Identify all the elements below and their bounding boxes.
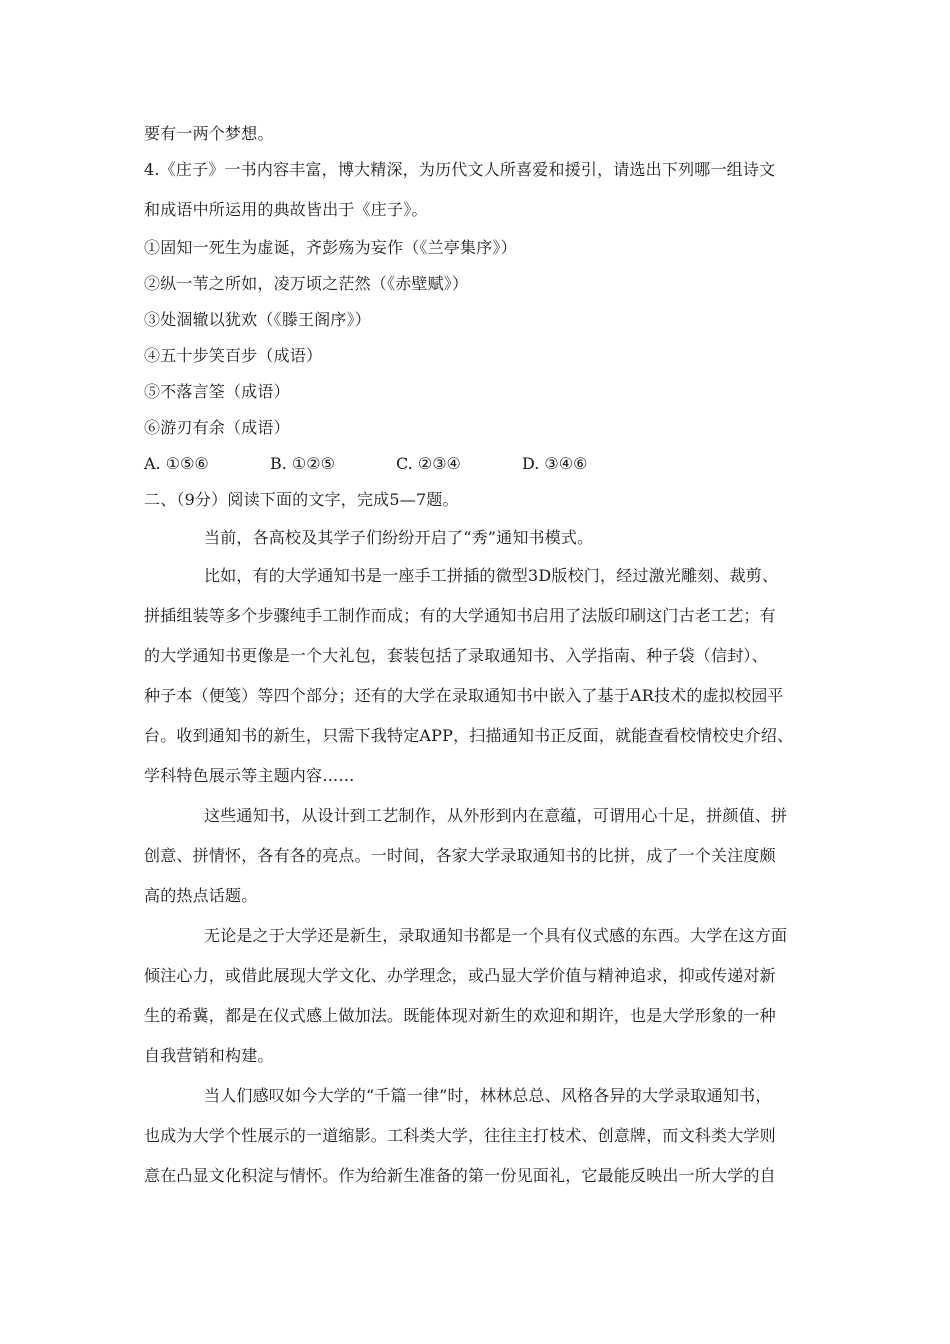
paragraph-line: 也成为大学个性展示的一道缩影。工科类大学，往往主打枝术、创意牌，而文科类大学则 <box>144 1126 776 1145</box>
paragraph-line: 的大学通知书更像是一个大礼包，套装包括了录取通知书、入学指南、种子袋（信封）、 <box>144 646 768 665</box>
paragraph-line: 当人们感叹如今大学的“千篇一律”时，林林总总、风格各异的大学录取通知书， <box>204 1086 772 1105</box>
option-4: ④五十步笑百步（成语） <box>144 346 323 365</box>
section-heading: 二、（9分）阅读下面的文字，完成5—7题。 <box>144 490 459 509</box>
paragraph-line: 当前，各高校及其学子们纷纷开启了“秀”通知书模式。 <box>204 528 594 547</box>
option-5: ⑤不落言筌（成语） <box>144 382 290 401</box>
choice-a: A. ①⑤⑥ <box>144 454 209 473</box>
paragraph-line: 学科特色展示等主题内容…… <box>144 766 355 785</box>
choice-d: D. ③④⑥ <box>522 454 588 473</box>
paragraph-line: 这些通知书，从设计到工艺制作，从外形到内在意蕴，可谓用心十足，拼颜值、拼 <box>204 806 788 825</box>
paragraph-line: 台。收到通知书的新生，只需下我特定APP，扫描通知书正反面，就能查看校情校史介绍、 <box>144 726 794 745</box>
option-3: ③处涸辙以犹欢（《滕王阁序》） <box>144 310 372 329</box>
option-1: ①固知一死生为虚诞，齐彭殇为妄作（《兰亭集序》） <box>144 238 517 257</box>
question-4-stem-continued: 和成语中所运用的典故皆出于《庄子》。 <box>144 200 428 219</box>
paragraph-line: 自我营销和构建。 <box>144 1046 274 1065</box>
choice-b: B. ①②⑤ <box>270 454 335 473</box>
option-6: ⑥游刃有余（成语） <box>144 418 290 437</box>
option-2: ②纵一苇之所如，凌万顷之茫然（《赤壁赋》） <box>144 274 469 293</box>
paragraph-line: 倾注心力，或借此展现大学文化、办学理念，或凸显大学价值与精神追求，抑或传递对新 <box>144 966 776 985</box>
paragraph-line: 比如，有的大学通知书是一座手工拼插的微型3D版校门，经过激光雕刻、裁剪、 <box>204 566 779 585</box>
choice-c: C. ②③④ <box>396 454 461 473</box>
paragraph-line: 高的热点话题。 <box>144 886 258 905</box>
paragraph-line: 种子本（便笺）等四个部分；还有的大学在录取通知书中嵌入了基于AR技术的虚拟校园平 <box>144 686 784 705</box>
paragraph-line: 拼插组装等多个步骤纯手工制作而成；有的大学通知书启用了法版印刷这门古老工艺；有 <box>144 606 776 625</box>
paragraph-line: 意在凸显文化积淀与情怀。作为给新生准备的第一份见面礼，它最能反映出一所大学的自 <box>144 1166 776 1185</box>
text-line: 要有一两个梦想。 <box>144 124 274 143</box>
paragraph-line: 无论是之于大学还是新生，录取通知书都是一个具有仪式感的东西。大学在这方面 <box>204 926 788 945</box>
paragraph-line: 创意、拼情怀，各有各的亮点。一时间，各家大学录取通知书的比拼，成了一个关注度颇 <box>144 846 776 865</box>
question-4-stem: 4.《庄子》一书内容丰富，博大精深，为历代文人所喜爱和援引，请选出下列哪一组诗文 <box>144 160 776 179</box>
paragraph-line: 生的希冀，都是在仪式感上做加法。既能体现对新生的欢迎和期许，也是大学形象的一种 <box>144 1006 776 1025</box>
